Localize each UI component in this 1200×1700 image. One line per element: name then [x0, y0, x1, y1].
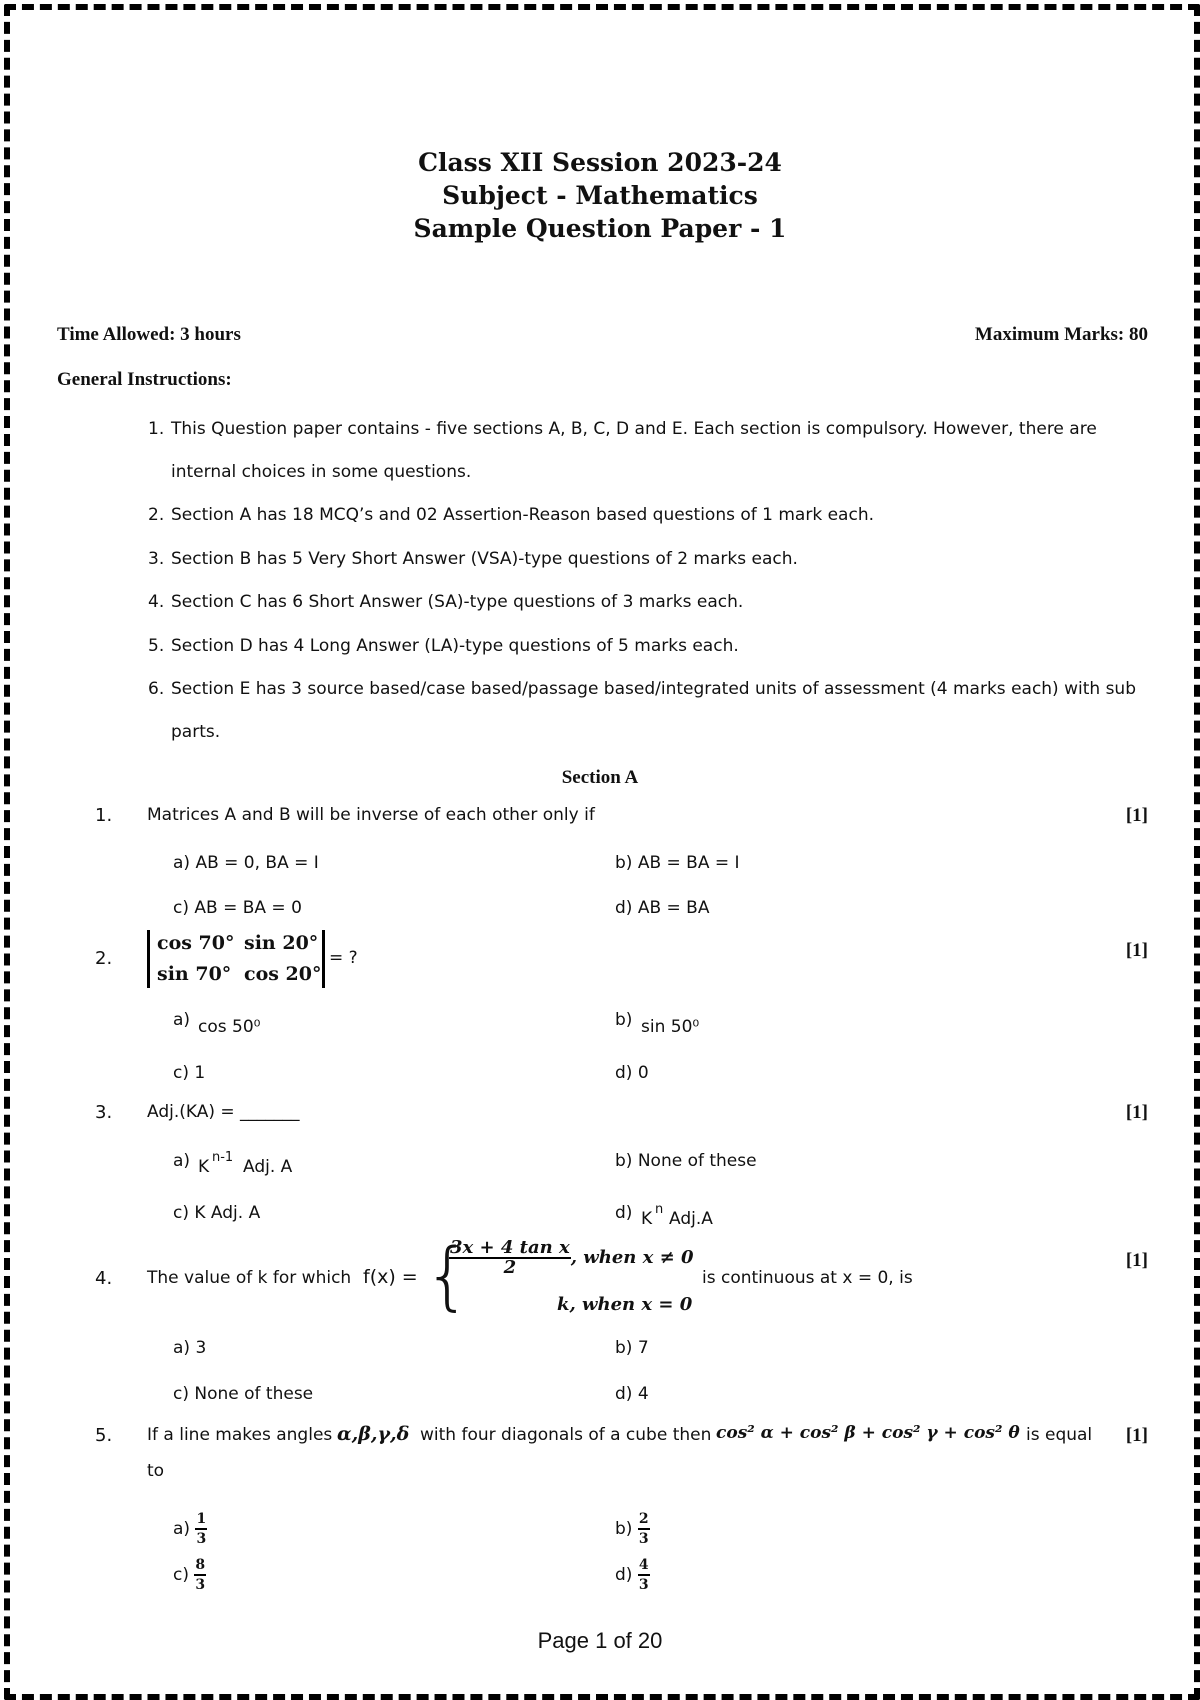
- option-b: b) $\frac{2}{3}$: [615, 1511, 649, 1547]
- option-d-base: K: [641, 1209, 653, 1229]
- instruction-number: 1.: [148, 419, 165, 439]
- instruction-number: 2.: [148, 505, 165, 525]
- question-marks: [1]: [1125, 805, 1148, 826]
- option-c: c) K Adj. A: [173, 1203, 261, 1223]
- det-cell: cos 70°: [157, 932, 235, 954]
- paper-title-sample: Sample Question Paper - 1: [413, 214, 787, 243]
- instruction-text: Section B has 5 Very Short Answer (VSA)-type questions of 2 marks each.: [171, 549, 798, 569]
- option-a: a) 3: [173, 1338, 207, 1358]
- instruction-text: Section E has 3 source based/case based/passage based/integrated units of assessment (4 marks each) with sub: [171, 679, 1136, 699]
- option-b-label: b): [615, 1010, 633, 1030]
- instruction-text: internal choices in some questions.: [171, 462, 472, 482]
- option-c: c) None of these: [173, 1384, 314, 1404]
- paper-title-subject: Subject - Mathematics: [442, 181, 758, 210]
- instruction-number: 5.: [148, 636, 165, 656]
- option-b: b) AB = BA = I: [615, 853, 740, 873]
- page-border: [4, 4, 1200, 1700]
- instruction-number: 6.: [148, 679, 165, 699]
- option-a-value: cos 50⁰: [198, 1017, 261, 1037]
- question-marks: [1]: [1125, 940, 1148, 961]
- question-text-after: is equal: [1026, 1425, 1093, 1445]
- option-d: d) $\frac{4}{3}$: [615, 1557, 649, 1593]
- instruction-text: This Question paper contains - five sections A, B, C, D and E. Each section is compulsory. However, there are: [171, 419, 1097, 439]
- option-a-rest: Adj. A: [243, 1157, 293, 1177]
- question-marks: [1]: [1125, 1250, 1148, 1271]
- option-a-base: K: [198, 1157, 210, 1177]
- option-d-label: d): [615, 1203, 633, 1223]
- angles-symbols: α,β,γ,δ: [337, 1423, 410, 1445]
- option-a-exponent: n-1: [212, 1150, 234, 1165]
- question-text-before: The value of k for which: [147, 1268, 352, 1288]
- instruction-text: Section C has 6 Short Answer (SA)-type questions of 3 marks each.: [171, 592, 744, 612]
- option-b-value: sin 50⁰: [641, 1017, 700, 1037]
- section-title: Section A: [561, 767, 639, 788]
- question-text-after: is continuous at x = 0, is: [702, 1268, 913, 1288]
- question-number: 2.: [95, 948, 113, 969]
- option-d: d) 0: [615, 1063, 649, 1083]
- cosine-expression: cos² α + cos² β + cos² γ + cos² θ: [716, 1423, 1020, 1443]
- instruction-text: Section D has 4 Long Answer (LA)-type questions of 5 marks each.: [171, 636, 739, 656]
- option-a-label: a): [173, 1010, 191, 1030]
- det-cell: sin 70°: [157, 963, 232, 985]
- option-d-exponent: n: [655, 1202, 664, 1217]
- instruction-number: 4.: [148, 592, 165, 612]
- instruction-text: Section A has 18 MCQ’s and 02 Assertion-Reason based questions of 1 mark each.: [171, 505, 874, 525]
- instruction-text: parts.: [171, 722, 221, 742]
- piecewise-case-1: $\frac{\text{3x + 4 tan x}}{2}$ , when x ≠ 0: [450, 1237, 694, 1278]
- option-c: c) AB = BA = 0: [173, 898, 302, 918]
- option-d: d) AB = BA: [615, 898, 710, 918]
- instructions-heading: General Instructions:: [57, 369, 232, 390]
- question-text: = ?: [329, 948, 358, 968]
- brace-icon: {: [424, 1233, 472, 1319]
- option-c: c) 1: [173, 1063, 206, 1083]
- question-text: Matrices A and B will be inverse of each other only if: [147, 805, 595, 825]
- option-b: b) None of these: [615, 1151, 757, 1171]
- piecewise-case-2: k, when x = 0: [557, 1294, 693, 1315]
- instruction-number: 3.: [148, 549, 165, 569]
- det-cell: cos 20°: [244, 963, 322, 985]
- time-allowed: Time Allowed: 3 hours: [57, 324, 241, 345]
- option-b: b) 7: [615, 1338, 649, 1358]
- question-text-before: If a line makes angles: [147, 1425, 333, 1445]
- question-number: 5.: [95, 1425, 113, 1446]
- question-number: 3.: [95, 1102, 113, 1123]
- det-cell: sin 20°: [244, 932, 319, 954]
- option-a: a) AB = 0, BA = I: [173, 853, 319, 873]
- option-a: a) $\frac{1}{3}$: [173, 1511, 207, 1547]
- option-a-label: a): [173, 1151, 191, 1171]
- page-number: Page 1 of 20: [537, 1628, 663, 1653]
- option-c: c) $\frac{8}{3}$: [173, 1557, 206, 1593]
- question-marks: [1]: [1125, 1425, 1148, 1446]
- question-text-mid: with four diagonals of a cube then: [420, 1425, 712, 1445]
- question-text: Adj.(KA) = _______: [147, 1102, 300, 1122]
- option-d-rest: Adj.A: [669, 1209, 713, 1229]
- function-name: f(x) =: [363, 1266, 418, 1288]
- paper-title-class: Class XII Session 2023-24: [418, 148, 782, 177]
- option-d: d) 4: [615, 1384, 649, 1404]
- question-marks: [1]: [1125, 1102, 1148, 1123]
- question-text-line2: to: [147, 1461, 165, 1481]
- question-number: 4.: [95, 1268, 113, 1289]
- question-number: 1.: [95, 805, 113, 826]
- maximum-marks: Maximum Marks: 80: [974, 324, 1148, 345]
